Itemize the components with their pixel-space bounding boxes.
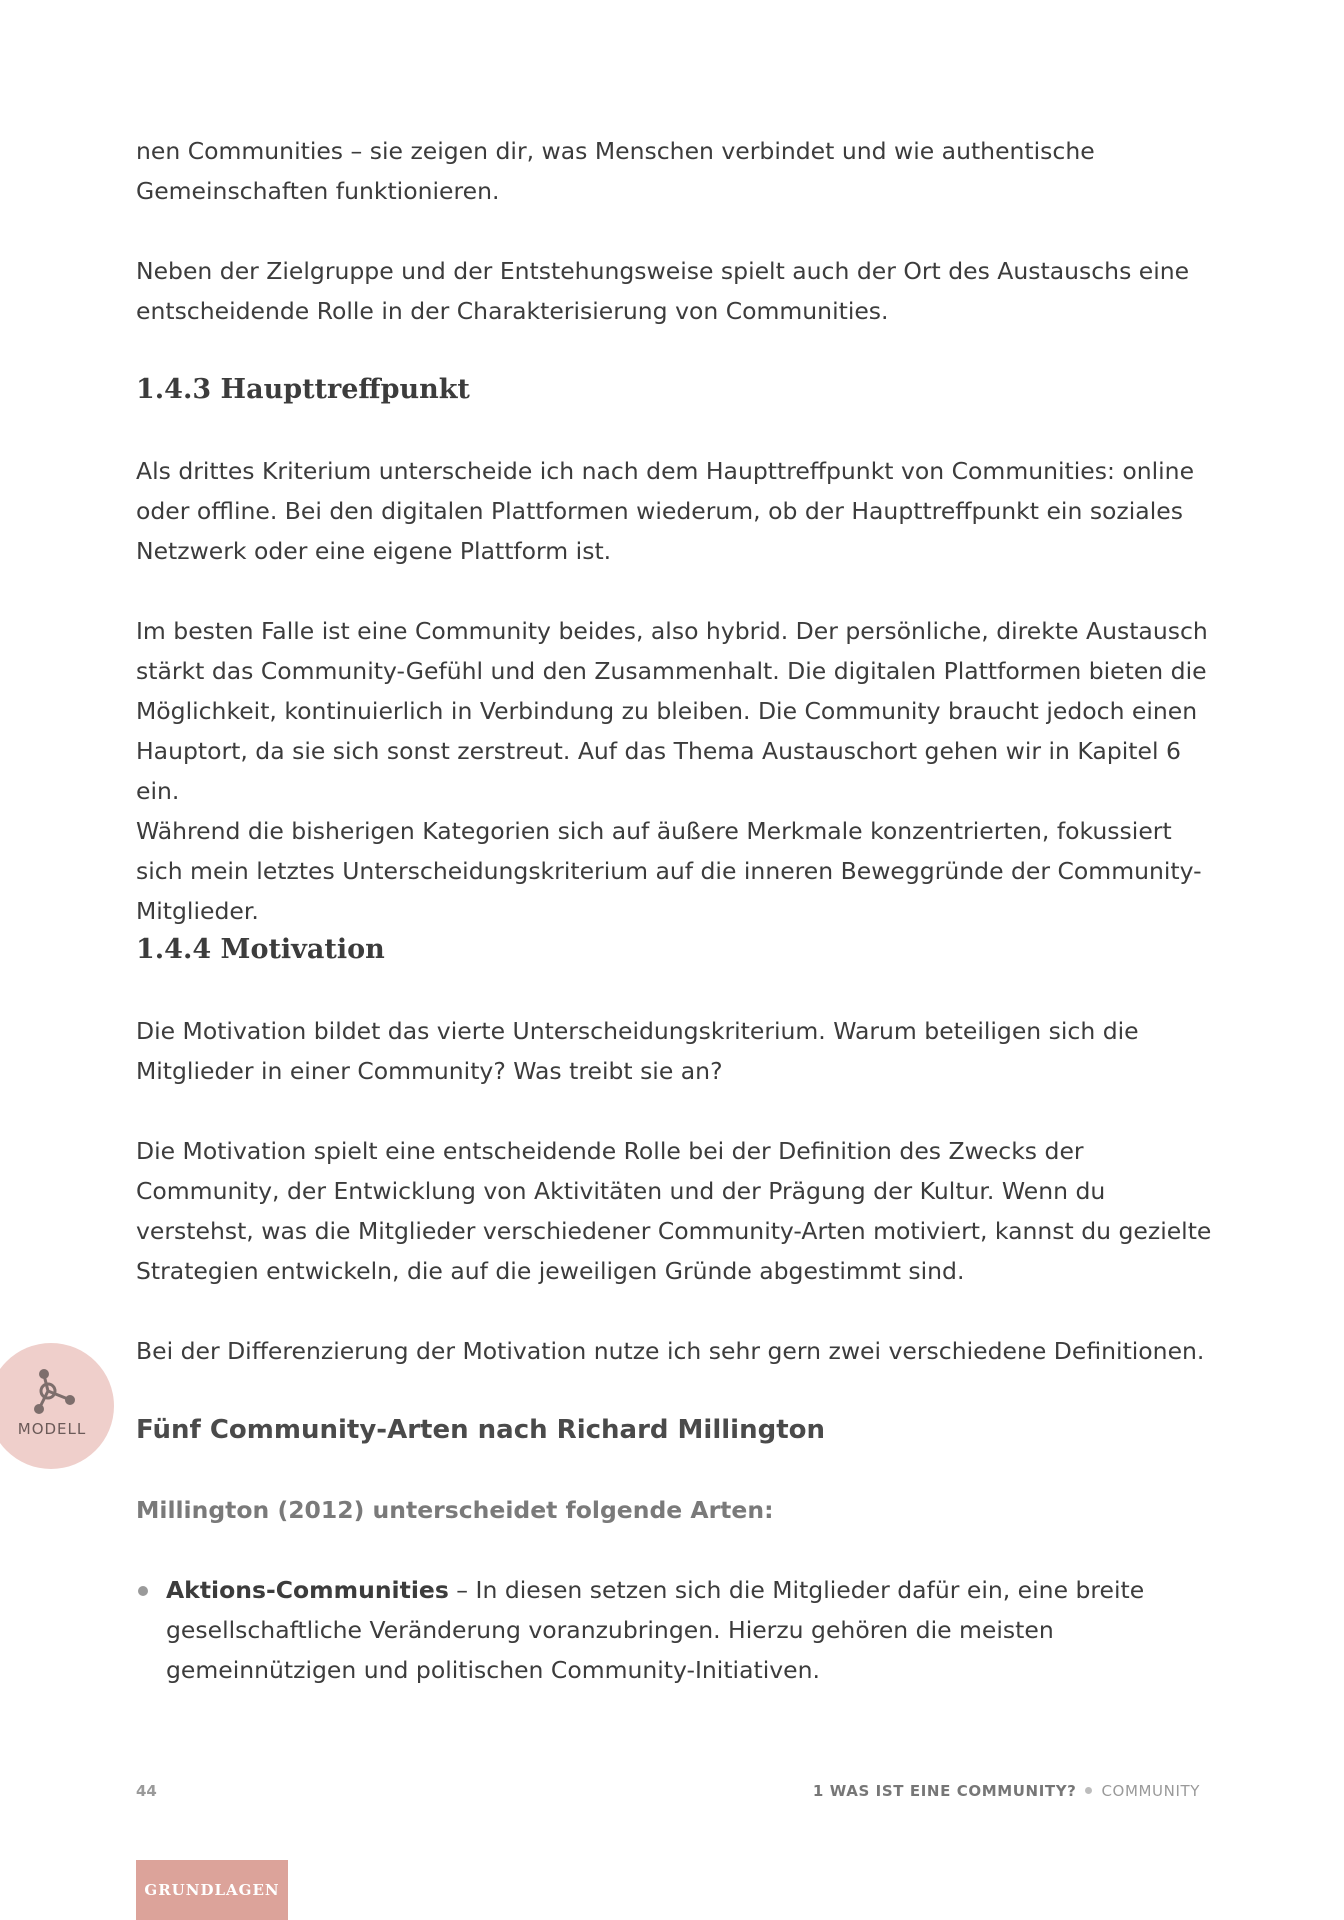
paragraph-motivation-role: Die Motivation spielt eine entscheidende Rolle bei der Definition des Zwecks der Community, der Entwicklung von Aktivitäten und der Prägung der Kultur. Wenn du verstehst, was die Mitglieder verschiedener Community-Arten motiviert, kannst du gezielte Strategien entwickeln, die auf die jeweiligen Gründe abgestimmt sind. xyxy=(136,1137,1212,1285)
model-heading: Fünf Community-Arten nach Richard Millington xyxy=(136,1415,825,1445)
list-item-text xyxy=(166,1570,1216,1690)
bullet-icon xyxy=(138,1586,148,1596)
paragraph-continuation: nen Communities – sie zeigen dir, was Menschen verbindet und wie authentische Gemeinschaften funktionieren. xyxy=(136,137,1095,205)
paragraph-motivation-intro: Die Motivation bildet das vierte Unterscheidungskriterium. Warum beteiligen sich die Mitglieder in einer Community? Was treibt sie an? xyxy=(136,1017,1139,1085)
section-heading-motivation: 1.4.4 Motivation xyxy=(136,934,385,965)
paragraph-definitions: Bei der Differenzierung der Motivation nutze ich sehr gern zwei verschiedene Definitionen. xyxy=(136,1337,1205,1365)
paragraph-transition: Neben der Zielgruppe und der Entstehungsweise spielt auch der Ort des Austauschs eine entscheidende Rolle in der Charakterisierung von Communities. xyxy=(136,257,1190,325)
list-item xyxy=(136,1570,1216,1690)
paragraph-hybrid: Im besten Falle ist eine Community beides, also hybrid. Der persönliche, direkte Austausch stärkt das Community-Gefühl und den Zusammenhalt. Die digitalen Plattformen bieten die Möglichkeit, kontinuierlich in Verbindung zu bleiben. Die Community braucht jedoch einen Hauptort, da sie sich sonst zerstreut. Auf das Thema Austauschort gehen wir in Kapitel 6 ein. xyxy=(136,617,1208,805)
list-item-description: – In diesen setzen sich die Mitglieder dafür ein, eine breite gesellschaftliche Veränderung voranzubringen. Hierzu gehören die meisten gemeinnützigen und politischen Community-Initiativen. xyxy=(166,1576,1145,1684)
model-intro: Millington (2012) unterscheidet folgende Arten: xyxy=(136,1496,774,1524)
separator-dot-icon xyxy=(1085,1787,1092,1794)
category-tab-label: GRUNDLAGEN xyxy=(144,1881,280,1899)
page-number: 44 xyxy=(136,1782,157,1800)
running-footer xyxy=(813,1782,1200,1800)
paragraph-transition-motivation: Während die bisherigen Kategorien sich auf äußere Merkmale konzentrierten, fokussiert sich mein letztes Unterscheidungskriterium auf die inneren Beweggründe der Community-Mitglieder. xyxy=(136,817,1202,925)
category-tab xyxy=(136,1860,288,1920)
paragraph-haupttreffpunkt: Als drittes Kriterium unterscheide ich nach dem Haupttreffpunkt von Communities: online oder offline. Bei den digitalen Plattformen wiederum, ob der Haupttreffpunkt ein soziales Netzwerk oder eine eigene Plattform ist. xyxy=(136,457,1195,565)
footer-section: COMMUNITY xyxy=(1101,1782,1200,1800)
badge-label: MODELL xyxy=(17,1420,87,1438)
model-badge xyxy=(0,1343,114,1469)
footer-chapter: 1 WAS IST EINE COMMUNITY? xyxy=(812,1782,1077,1800)
network-node-icon xyxy=(4,1367,100,1419)
section-heading-haupttreffpunkt: 1.4.3 Haupttreffpunkt xyxy=(136,374,470,405)
list-item-term: Aktions-Communities xyxy=(166,1576,449,1604)
